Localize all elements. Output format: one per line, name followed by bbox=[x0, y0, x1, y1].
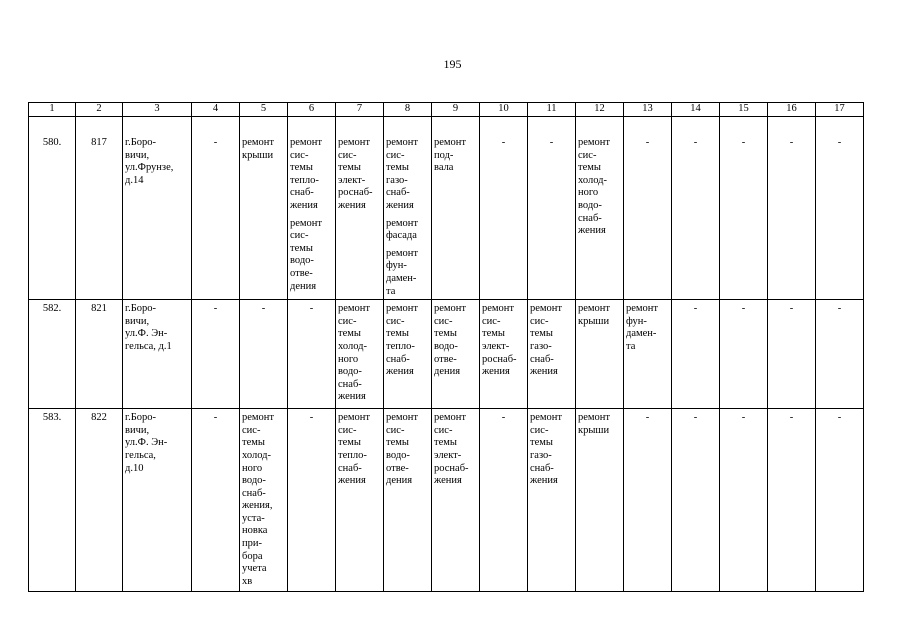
cell-text-line: снаб- bbox=[386, 187, 410, 199]
work-entry bbox=[386, 303, 429, 379]
cell-text-line: сис- bbox=[290, 149, 309, 161]
work-cell bbox=[720, 117, 768, 300]
cell-text-line: темы bbox=[290, 242, 313, 254]
cell-text-line: сис- bbox=[386, 424, 405, 436]
column-header-8: 8 bbox=[384, 103, 432, 117]
work-cell bbox=[528, 117, 576, 300]
work-entry bbox=[290, 218, 333, 294]
cell-text-line: ного bbox=[578, 187, 599, 199]
cell-text-line: элект- bbox=[338, 174, 366, 186]
work-cell bbox=[576, 300, 624, 409]
work-cell bbox=[240, 117, 288, 300]
cell-text-line: жения bbox=[530, 366, 558, 378]
cell-text-line: жения bbox=[530, 475, 558, 487]
table-row bbox=[29, 117, 864, 300]
cell-text-line: - bbox=[789, 303, 794, 315]
cell-text-line: сис- bbox=[578, 149, 597, 161]
cell-text-line: - bbox=[309, 412, 314, 424]
cell-text-line: уста- bbox=[242, 512, 265, 524]
work-cell bbox=[624, 409, 672, 592]
work-entry bbox=[722, 412, 765, 425]
work-entry bbox=[78, 412, 120, 425]
work-cell bbox=[816, 117, 864, 300]
cell-text-line: темы bbox=[434, 328, 457, 340]
cell-text-line: ремонт bbox=[386, 217, 419, 229]
cell-text-line: темы bbox=[434, 437, 457, 449]
cell-text-line: г.Боро- bbox=[125, 303, 157, 315]
cell-text-line: - bbox=[501, 412, 506, 424]
work-entry bbox=[482, 303, 525, 379]
work-cell bbox=[192, 300, 240, 409]
cell-text-line: - bbox=[501, 137, 506, 148]
cell-text-line: водо- bbox=[290, 255, 314, 267]
table-body bbox=[29, 103, 864, 592]
cell-text-line: сис- bbox=[338, 315, 357, 327]
cell-text-line: 583. bbox=[42, 412, 62, 424]
cell-text-line: при- bbox=[242, 538, 262, 550]
work-entry bbox=[578, 303, 621, 328]
column-header-2: 2 bbox=[76, 103, 123, 117]
cell-text-line: вичи, bbox=[125, 424, 150, 436]
cell-text-line: - bbox=[741, 303, 746, 315]
work-cell bbox=[384, 300, 432, 409]
cell-text-line: ремонт bbox=[290, 217, 323, 229]
work-cell bbox=[240, 409, 288, 592]
row-number-cell bbox=[29, 409, 76, 592]
cell-text-line: фун- bbox=[626, 315, 647, 327]
work-cell bbox=[768, 300, 816, 409]
cell-text-line: ремонт bbox=[530, 412, 563, 424]
cell-text-line: хв bbox=[242, 575, 253, 587]
work-entry bbox=[290, 303, 333, 316]
work-entry bbox=[530, 412, 573, 488]
work-cell bbox=[816, 300, 864, 409]
cell-text-line: - bbox=[837, 412, 842, 424]
work-cell bbox=[336, 300, 384, 409]
work-entry bbox=[78, 303, 120, 316]
cell-text-line: тепло- bbox=[338, 449, 367, 461]
work-cell bbox=[336, 117, 384, 300]
work-entry bbox=[386, 248, 429, 298]
cell-text-line: 822 bbox=[91, 412, 107, 424]
address-cell bbox=[123, 117, 192, 300]
work-cell bbox=[672, 409, 720, 592]
cell-text-line: 821 bbox=[91, 303, 107, 315]
cell-text-line: жения bbox=[386, 366, 414, 378]
cell-text-line: снаб- bbox=[338, 462, 362, 474]
column-header-1: 1 bbox=[29, 103, 76, 117]
work-entry bbox=[530, 137, 573, 150]
work-entry bbox=[434, 303, 477, 379]
page-number: 195 bbox=[443, 57, 462, 71]
work-entry bbox=[578, 137, 621, 238]
work-entry bbox=[242, 412, 285, 588]
cell-text-line: жения bbox=[338, 475, 366, 487]
cell-text-line: ремонт bbox=[242, 412, 275, 424]
cell-text-line: газо- bbox=[386, 174, 408, 186]
work-entry bbox=[338, 412, 381, 488]
work-entry bbox=[818, 412, 861, 425]
work-cell bbox=[624, 117, 672, 300]
cell-text-line: 580. bbox=[42, 137, 62, 148]
cell-text-line: ремонт bbox=[290, 137, 323, 148]
work-entry bbox=[125, 303, 189, 353]
cell-text-line: темы bbox=[386, 162, 409, 174]
cell-text-line: фасада bbox=[386, 230, 417, 242]
cell-text-line: ремонт bbox=[338, 303, 371, 315]
cell-text-line: ного bbox=[242, 462, 263, 474]
work-cell bbox=[480, 409, 528, 592]
cell-text-line: дения bbox=[434, 366, 461, 378]
work-cell bbox=[384, 409, 432, 592]
cell-text-line: ремонт bbox=[626, 303, 659, 315]
column-header-11: 11 bbox=[528, 103, 576, 117]
cell-text-line: вичи, bbox=[125, 149, 150, 161]
cell-text-line: темы bbox=[242, 437, 265, 449]
work-entry bbox=[818, 137, 861, 150]
work-cell bbox=[768, 117, 816, 300]
work-entry bbox=[194, 303, 237, 316]
cell-text-line: крыши bbox=[578, 424, 610, 436]
work-entry bbox=[626, 137, 669, 150]
work-cell bbox=[720, 409, 768, 592]
cell-text-line: - bbox=[213, 303, 218, 315]
cell-text-line: дения bbox=[386, 475, 413, 487]
cell-text-line: сис- bbox=[242, 424, 261, 436]
building-id-cell bbox=[76, 300, 123, 409]
cell-text-line: снаб- bbox=[386, 353, 410, 365]
cell-text-line: холод- bbox=[578, 174, 607, 186]
column-header-5: 5 bbox=[240, 103, 288, 117]
cell-text-line: - bbox=[693, 303, 698, 315]
cell-text-line: сис- bbox=[530, 424, 549, 436]
cell-text-line: сис- bbox=[338, 149, 357, 161]
cell-text-line: гельса, д.1 bbox=[125, 340, 172, 352]
cell-text-line: дения bbox=[290, 280, 317, 292]
work-entry bbox=[482, 412, 525, 425]
cell-text-line: ул.Ф. Эн- bbox=[125, 437, 168, 449]
cell-text-line: водо- bbox=[386, 449, 410, 461]
work-cell bbox=[480, 117, 528, 300]
cell-text-line: ул.Ф. Эн- bbox=[125, 328, 168, 340]
cell-text-line: - bbox=[213, 412, 218, 424]
column-header-6: 6 bbox=[288, 103, 336, 117]
cell-text-line: снаб- bbox=[530, 462, 554, 474]
cell-text-line: водо- bbox=[338, 366, 362, 378]
cell-text-line: темы bbox=[530, 437, 553, 449]
cell-text-line: д.10 bbox=[125, 462, 144, 474]
cell-text-line: темы bbox=[338, 162, 361, 174]
work-entry bbox=[338, 137, 381, 213]
work-cell bbox=[240, 300, 288, 409]
cell-text-line: водо- bbox=[242, 475, 266, 487]
cell-text-line: ремонт bbox=[386, 303, 419, 315]
cell-text-line: отве- bbox=[290, 267, 313, 279]
cell-text-line: та bbox=[386, 285, 396, 297]
cell-text-line: ремонт bbox=[578, 412, 611, 424]
column-header-12: 12 bbox=[576, 103, 624, 117]
work-entry bbox=[626, 412, 669, 425]
work-entry bbox=[434, 412, 477, 488]
cell-text-line: жения bbox=[338, 199, 366, 211]
cell-text-line: жения, bbox=[242, 500, 273, 512]
work-entry bbox=[722, 303, 765, 316]
work-cell bbox=[624, 300, 672, 409]
cell-text-line: дамен- bbox=[386, 272, 417, 284]
cell-text-line: сис- bbox=[482, 315, 501, 327]
building-id-cell bbox=[76, 117, 123, 300]
cell-text-line: роснаб- bbox=[434, 462, 469, 474]
work-entry bbox=[78, 137, 120, 150]
work-cell bbox=[528, 300, 576, 409]
work-entry bbox=[194, 137, 237, 150]
work-entry bbox=[674, 303, 717, 316]
work-entry bbox=[31, 303, 73, 316]
building-id-cell bbox=[76, 409, 123, 592]
cell-text-line: жения bbox=[338, 391, 366, 403]
cell-text-line: ремонт bbox=[338, 412, 371, 424]
cell-text-line: фун- bbox=[386, 260, 407, 272]
work-entry bbox=[674, 137, 717, 150]
work-cell bbox=[432, 117, 480, 300]
cell-text-line: ремонт bbox=[530, 303, 563, 315]
work-entry bbox=[722, 137, 765, 150]
row-number-cell bbox=[29, 117, 76, 300]
cell-text-line: 817 bbox=[91, 137, 107, 148]
cell-text-line: - bbox=[213, 137, 218, 148]
cell-text-line: гельса, bbox=[125, 449, 156, 461]
cell-text-line: жения bbox=[482, 366, 510, 378]
column-header-7: 7 bbox=[336, 103, 384, 117]
work-entry bbox=[626, 303, 669, 353]
work-entry bbox=[770, 137, 813, 150]
cell-text-line: г.Боро- bbox=[125, 412, 157, 424]
row-number-cell bbox=[29, 300, 76, 409]
cell-text-line: - bbox=[741, 137, 746, 148]
cell-text-line: снаб- bbox=[530, 353, 554, 365]
cell-text-line: - bbox=[645, 137, 650, 148]
column-header-9: 9 bbox=[432, 103, 480, 117]
cell-text-line: снаб- bbox=[290, 187, 314, 199]
cell-text-line: ул.Фрунзе, bbox=[125, 162, 174, 174]
cell-text-line: под- bbox=[434, 149, 454, 161]
cell-text-line: снаб- bbox=[338, 378, 362, 390]
work-cell bbox=[576, 409, 624, 592]
cell-text-line: бора bbox=[242, 550, 263, 562]
cell-text-line: снаб- bbox=[578, 212, 602, 224]
cell-text-line: крыши bbox=[578, 315, 610, 327]
work-entry bbox=[578, 412, 621, 437]
work-cell bbox=[528, 409, 576, 592]
cell-text-line: роснаб- bbox=[482, 353, 517, 365]
cell-text-line: - bbox=[693, 137, 698, 148]
cell-text-line: элект- bbox=[434, 449, 462, 461]
cell-text-line: снаб- bbox=[242, 487, 266, 499]
address-cell bbox=[123, 409, 192, 592]
work-cell bbox=[288, 117, 336, 300]
work-cell bbox=[720, 300, 768, 409]
column-header-17: 17 bbox=[816, 103, 864, 117]
work-cell bbox=[576, 117, 624, 300]
cell-text-line: вала bbox=[434, 162, 454, 174]
cell-text-line: темы bbox=[338, 437, 361, 449]
cell-text-line: водо- bbox=[578, 199, 602, 211]
cell-text-line: газо- bbox=[530, 340, 552, 352]
cell-text-line: ремонт bbox=[242, 137, 275, 148]
cell-text-line: жения bbox=[578, 225, 606, 237]
cell-text-line: сис- bbox=[530, 315, 549, 327]
cell-text-line: крыши bbox=[242, 149, 274, 161]
work-entry bbox=[386, 412, 429, 488]
column-header-15: 15 bbox=[720, 103, 768, 117]
work-cell bbox=[768, 409, 816, 592]
cell-text-line: ремонт bbox=[434, 137, 467, 148]
cell-text-line: темы bbox=[338, 328, 361, 340]
work-cell bbox=[288, 300, 336, 409]
work-entry bbox=[530, 303, 573, 379]
cell-text-line: ремонт bbox=[338, 137, 371, 148]
work-entry bbox=[194, 412, 237, 425]
cell-text-line: жения bbox=[434, 475, 462, 487]
cell-text-line: отве- bbox=[434, 353, 457, 365]
cell-text-line: роснаб- bbox=[338, 187, 373, 199]
cell-text-line: - bbox=[549, 137, 554, 148]
work-entry bbox=[31, 137, 73, 150]
cell-text-line: ного bbox=[338, 353, 359, 365]
work-entry bbox=[434, 137, 477, 175]
work-entry bbox=[770, 412, 813, 425]
work-entry bbox=[125, 137, 189, 187]
cell-text-line: ремонт bbox=[434, 303, 467, 315]
cell-text-line: газо- bbox=[530, 449, 552, 461]
table-row bbox=[29, 300, 864, 409]
cell-text-line: - bbox=[645, 412, 650, 424]
work-entry bbox=[482, 137, 525, 150]
cell-text-line: - bbox=[693, 412, 698, 424]
cell-text-line: сис- bbox=[290, 230, 309, 242]
cell-text-line: сис- bbox=[338, 424, 357, 436]
cell-text-line: жения bbox=[386, 199, 414, 211]
work-entry bbox=[674, 412, 717, 425]
work-cell bbox=[192, 409, 240, 592]
work-entry bbox=[770, 303, 813, 316]
address-cell bbox=[123, 300, 192, 409]
cell-text-line: холод- bbox=[338, 340, 367, 352]
work-cell bbox=[384, 117, 432, 300]
cell-text-line: г.Боро- bbox=[125, 137, 157, 148]
cell-text-line: отве- bbox=[386, 462, 409, 474]
work-entry bbox=[386, 218, 429, 243]
work-entry bbox=[125, 412, 189, 475]
work-entry bbox=[290, 137, 333, 213]
cell-text-line: - bbox=[837, 137, 842, 148]
work-cell bbox=[192, 117, 240, 300]
cell-text-line: жения bbox=[290, 199, 318, 211]
cell-text-line: ремонт bbox=[578, 303, 611, 315]
repair-schedule-table bbox=[28, 102, 864, 592]
work-entry bbox=[242, 137, 285, 162]
work-entry bbox=[31, 412, 73, 425]
cell-text-line: та bbox=[626, 340, 636, 352]
table-row bbox=[29, 409, 864, 592]
cell-text-line: тепло- bbox=[290, 174, 319, 186]
work-cell bbox=[480, 300, 528, 409]
work-cell bbox=[672, 300, 720, 409]
cell-text-line: - bbox=[261, 303, 266, 315]
cell-text-line: вичи, bbox=[125, 315, 150, 327]
work-entry bbox=[242, 303, 285, 316]
work-cell bbox=[432, 409, 480, 592]
work-entry bbox=[818, 303, 861, 316]
work-cell bbox=[672, 117, 720, 300]
column-header-3: 3 bbox=[123, 103, 192, 117]
cell-text-line: ремонт bbox=[578, 137, 611, 148]
cell-text-line: водо- bbox=[434, 340, 458, 352]
cell-text-line: сис- bbox=[386, 315, 405, 327]
cell-text-line: ремонт bbox=[386, 247, 419, 259]
cell-text-line: ремонт bbox=[386, 412, 419, 424]
cell-text-line: д.14 bbox=[125, 174, 144, 186]
header-row bbox=[29, 103, 864, 117]
cell-text-line: темы bbox=[386, 328, 409, 340]
work-entry bbox=[386, 137, 429, 213]
cell-text-line: элект- bbox=[482, 340, 510, 352]
cell-text-line: - bbox=[309, 303, 314, 315]
column-header-4: 4 bbox=[192, 103, 240, 117]
cell-text-line: темы bbox=[386, 437, 409, 449]
cell-text-line: 582. bbox=[42, 303, 62, 315]
cell-text-line: холод- bbox=[242, 449, 271, 461]
cell-text-line: ремонт bbox=[386, 137, 419, 148]
cell-text-line: - bbox=[741, 412, 746, 424]
cell-text-line: темы bbox=[530, 328, 553, 340]
work-entry bbox=[338, 303, 381, 404]
cell-text-line: - bbox=[837, 303, 842, 315]
work-entry bbox=[290, 412, 333, 425]
work-cell bbox=[432, 300, 480, 409]
cell-text-line: сис- bbox=[434, 424, 453, 436]
cell-text-line: дамен- bbox=[626, 328, 657, 340]
cell-text-line: ремонт bbox=[434, 412, 467, 424]
work-cell bbox=[816, 409, 864, 592]
cell-text-line: темы bbox=[290, 162, 313, 174]
cell-text-line: учета bbox=[242, 563, 267, 575]
cell-text-line: ремонт bbox=[482, 303, 515, 315]
cell-text-line: темы bbox=[482, 328, 505, 340]
cell-text-line: сис- bbox=[386, 149, 405, 161]
column-header-14: 14 bbox=[672, 103, 720, 117]
cell-text-line: темы bbox=[578, 162, 601, 174]
cell-text-line: новка bbox=[242, 525, 268, 537]
column-header-10: 10 bbox=[480, 103, 528, 117]
cell-text-line: - bbox=[789, 137, 794, 148]
column-header-13: 13 bbox=[624, 103, 672, 117]
column-header-16: 16 bbox=[768, 103, 816, 117]
work-cell bbox=[336, 409, 384, 592]
cell-text-line: - bbox=[789, 412, 794, 424]
work-cell bbox=[288, 409, 336, 592]
cell-text-line: сис- bbox=[434, 315, 453, 327]
cell-text-line: тепло- bbox=[386, 340, 415, 352]
